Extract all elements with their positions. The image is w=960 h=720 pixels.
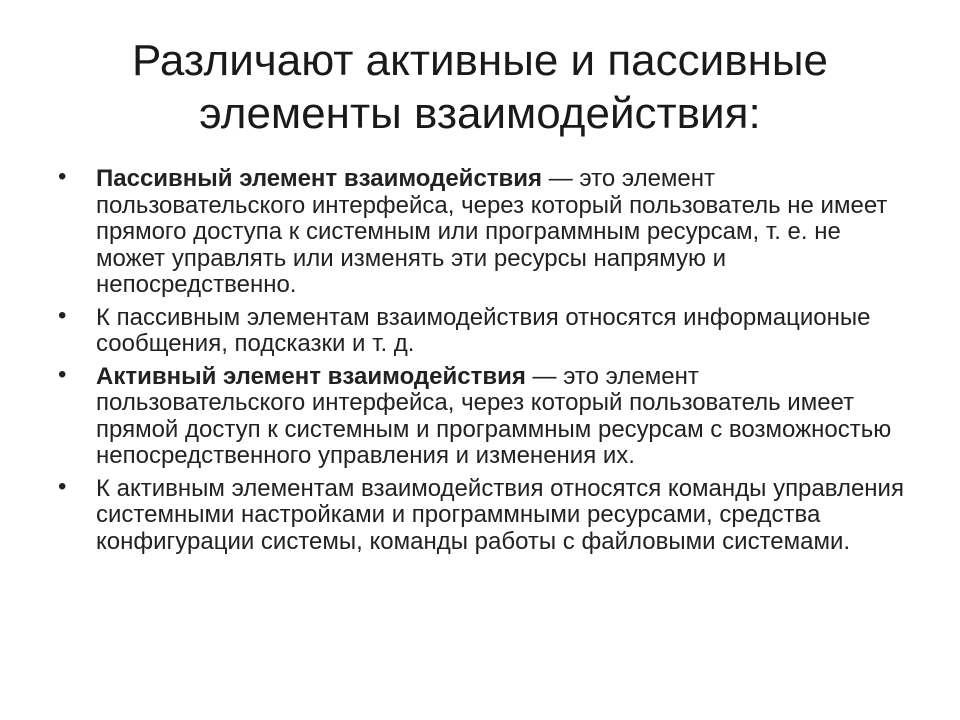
- bullet-item-active-definition: [56, 360, 906, 470]
- bullet-text: — это элемент пользовательского интерфейса, через который пользователь не имеет прямого доступа к системным или программным ресурсам, т. е. не может управлять или изменять эти ресурсы напрямую и непосредственно.: [96, 165, 888, 298]
- bullet-item-passive-examples: [56, 301, 906, 358]
- bullet-text: К пассивным элементам взаимодействия относятся информационые сообщения, подсказки и т. д.: [96, 303, 871, 357]
- slide-title-line-1: Различают активные и пассивные: [132, 36, 828, 85]
- bullet-term: Пассивный элемент взаимодействия: [96, 165, 543, 192]
- bullet-dot-icon: •: [58, 301, 67, 329]
- bullet-term: Активный элемент взаимодействия: [96, 362, 526, 390]
- bullet-text: — это элемент пользовательского интерфейса, через который пользователь имеет прямой доступ к системным и программным ресурсам с возможностью непосредственного управления и изменения их.: [96, 362, 892, 469]
- slide-content: [56, 163, 906, 561]
- bullet-text: К активным элементам взаимодействия относятся команды управления системными настройками и программными ресурсами, средства конфигурации системы, команды работы с файловыми системами.: [96, 474, 904, 555]
- bullet-list: [56, 163, 906, 555]
- bullet-dot-icon: •: [58, 163, 67, 190]
- bullet-dot-icon: •: [58, 472, 67, 500]
- bullet-item-passive-definition: [56, 163, 906, 299]
- slide-title: [60, 34, 900, 140]
- bullet-item-active-examples: [56, 472, 906, 556]
- slide-title-line-2: элементы взаимодействия:: [199, 89, 761, 138]
- bullet-dot-icon: •: [58, 360, 67, 388]
